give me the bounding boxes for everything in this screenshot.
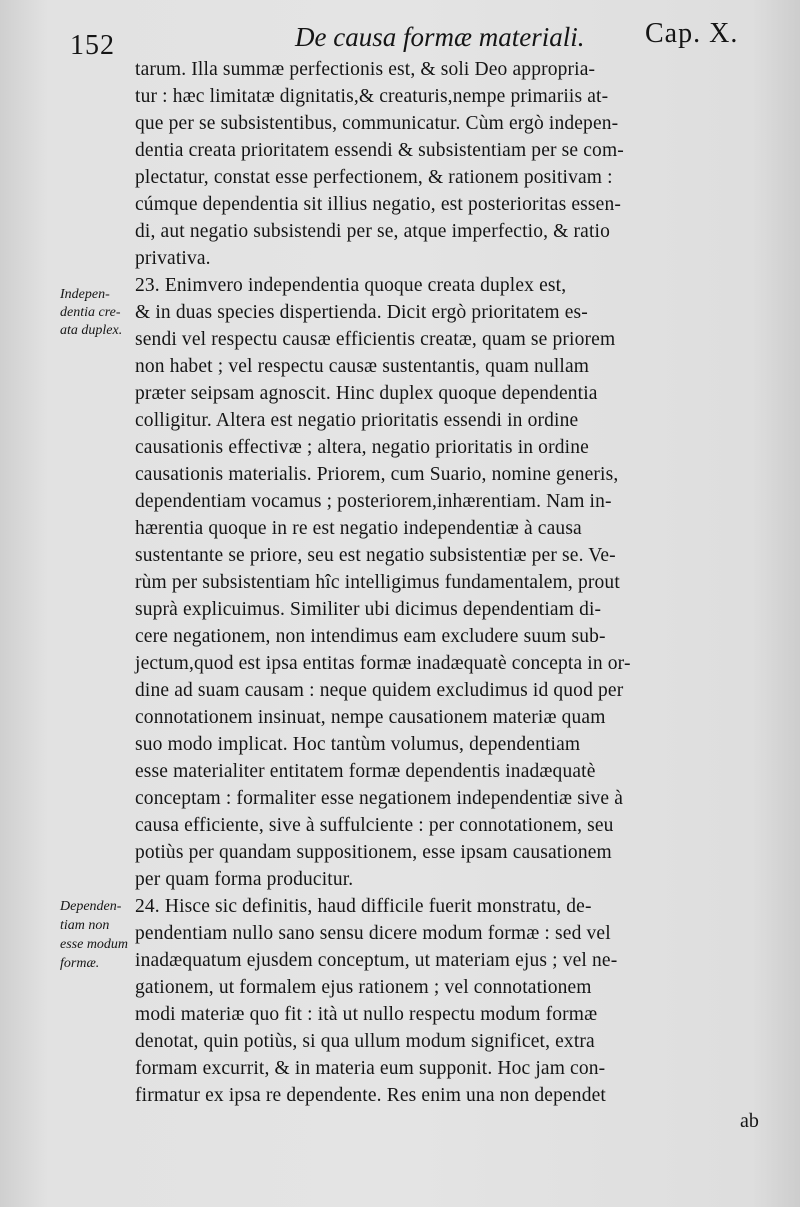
text-line: pendentiam nullo sano sensu dicere modum formæ : sed vel <box>135 923 611 944</box>
text-line: inadæquatum ejusdem conceptum, ut materiam ejus ; vel ne- <box>135 950 618 971</box>
text-line: colligitur. Altera est negatio prioritatis essendi in ordine <box>135 410 579 431</box>
text-line: præter seipsam agnoscit. Hinc duplex quoque dependentia <box>135 383 598 404</box>
text-line: dine ad suam causam : neque quidem excludimus id quod per <box>135 680 624 701</box>
margin-note-line: Dependen- <box>60 899 122 914</box>
page-number: 152 <box>70 30 115 61</box>
text-line: formam excurrit, & in materia eum supponit. Hoc jam con- <box>135 1058 606 1079</box>
text-line: 24. Hisce sic definitis, haud difficile fuerit monstratu, de- <box>135 896 592 917</box>
text-line: rùm per subsistentiam hîc intelligimus fundamentalem, prout <box>135 572 620 593</box>
text-line: firmatur ex ipsa re dependente. Res enim una non dependet <box>135 1085 606 1106</box>
text-line: & in duas species dispertienda. Dicit ergò prioritatem es- <box>135 302 588 323</box>
text-line: esse materialiter entitatem formæ dependentis inadæquatè <box>135 761 596 782</box>
text-line: suprà explicuimus. Similiter ubi dicimus dependentiam di- <box>135 599 602 620</box>
text-line: conceptam : formaliter esse negationem independentiæ sive à <box>135 788 624 809</box>
margin-note-line: tiam non <box>60 918 110 933</box>
text-line: modi materiæ quo fit : ità ut nullo respectu modum formæ <box>135 1004 598 1025</box>
margin-note-line: Indepen- <box>60 287 110 302</box>
page-header <box>0 14 800 61</box>
text-line: sustentante se priore, seu est negatio subsistentiæ per se. Ve- <box>135 545 616 566</box>
text-line: dependentiam vocamus ; posteriorem,inhærentiam. Nam in- <box>135 491 612 512</box>
text-line: que per se subsistentibus, communicatur. Cùm ergò indepen- <box>135 113 619 134</box>
text-line: suo modo implicat. Hoc tantùm volumus, dependentiam <box>135 734 581 755</box>
text-line: causa efficiente, sive à suffulciente : per connotationem, seu <box>135 815 614 836</box>
text-line: jectum,quod est ipsa entitas formæ inadæquatè concepta in or- <box>135 653 631 674</box>
text-line: dentia creata prioritatem essendi & subsistentiam per se com- <box>135 140 624 161</box>
running-title: De causa formæ materiali. <box>295 22 585 52</box>
margin-note-line: esse modum <box>60 937 129 952</box>
text-line: tarum. Illa summæ perfectionis est, & soli Deo appropria- <box>135 59 596 80</box>
text-line: sendi vel respectu causæ efficientis creatæ, quam se priorem <box>135 329 616 350</box>
text-line: hærentia quoque in re est negatio independentiæ à causa <box>135 518 582 539</box>
text-line: cere negationem, non intendimus eam excludere suum sub- <box>135 626 606 647</box>
margin-note-line: ata duplex. <box>60 323 123 338</box>
text-line: plectatur, constat esse perfectionem, & rationem positivam : <box>135 167 613 188</box>
text-line: privativa. <box>135 248 211 269</box>
text-line: denotat, quin potiùs, si qua ullum modum significet, extra <box>135 1031 595 1052</box>
text-line: causationis effectivæ ; altera, negatio prioritatis in ordine <box>135 437 589 458</box>
text-line: di, aut negatio subsistendi per se, atque imperfectio, & ratio <box>135 221 611 242</box>
text-line: cúmque dependentia sit illius negatio, est posterioritas essen- <box>135 194 621 215</box>
chapter-label: Cap. X. <box>645 18 739 49</box>
margin-note-line: formæ. <box>60 956 100 971</box>
text-line: non habet ; vel respectu causæ sustentantis, quam nullam <box>135 356 590 377</box>
text-line: 23. Enimvero independentia quoque creata duplex est, <box>135 275 567 296</box>
text-line: gationem, ut formalem ejus rationem ; vel connotationem <box>135 977 592 998</box>
margin-note-line: dentia cre- <box>60 305 121 320</box>
text-line: potiùs per quandam suppositionem, esse ipsam causationem <box>135 842 612 863</box>
text-line: per quam forma producitur. <box>135 869 354 890</box>
text-line: connotationem insinuat, nempe causationem materiæ quam <box>135 707 606 728</box>
catchword: ab <box>740 1110 759 1132</box>
text-line: tur : hæc limitatæ dignitatis,& creaturis,nempe primariis at- <box>135 86 609 107</box>
text-line: causationis materialis. Priorem, cum Suario, nomine generis, <box>135 464 619 485</box>
